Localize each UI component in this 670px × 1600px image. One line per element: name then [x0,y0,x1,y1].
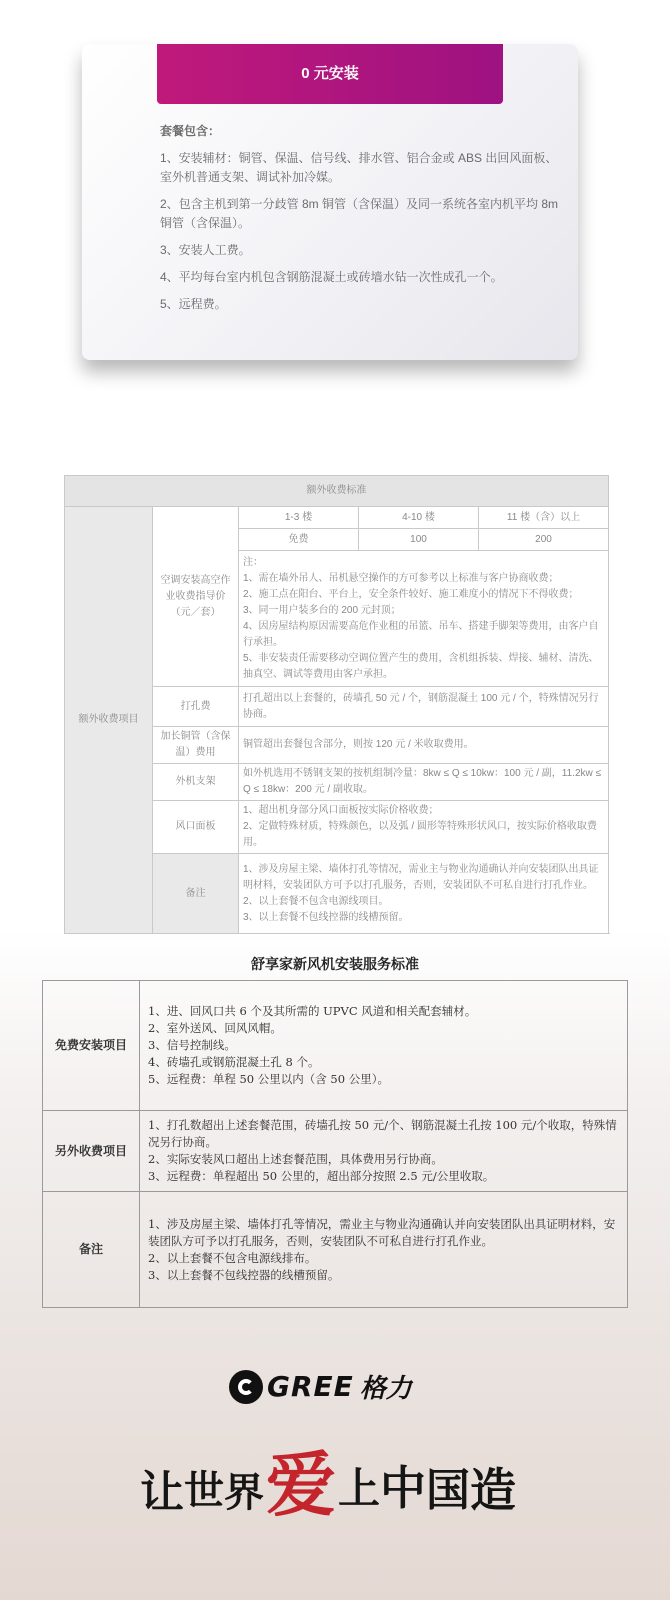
slogan-char: 界 [224,1469,264,1516]
package-item: 3、安装人工费。 [160,243,251,257]
floor-header: 4-10 楼 [359,507,479,529]
fresh-air-row-label: 免费安装项目 [43,981,140,1111]
package-card [82,44,578,360]
free-install-banner: 0 元安装 [157,44,503,104]
gree-emblem-icon [229,1370,263,1404]
package-item: 1、安装辅材：铜管、保温、信号线、排水管、铝合金或 ABS 出回风面板、室外机普通支架、调试补加冷媒。 [160,151,558,184]
package-heading: 套餐包含： [160,124,221,138]
floor-header: 1-3 楼 [239,507,359,529]
package-item: 2、包含主机到第一分歧管 8m 铜管（含保温）及同一系统各室内机平均 8m 铜管（含保温）。 [160,197,559,230]
fee-row-text: 如外机选用不锈钢支架的按机组制冷量：8kw ≤ Q ≤ 10kw：100 元 / 副，11.2kw ≤ Q ≤ 18kw：200 元 / 副收取。 [239,764,609,801]
gree-logo [229,1368,412,1405]
fresh-air-title: 舒享家新风机安装服务标准 [251,957,419,973]
fresh-air-table [42,980,628,1308]
package-item: 4、平均每台室内机包含钢筋混凝土或砖墙水钻一次性成孔一个。 [160,270,503,284]
fee-row-label: 风口面板 [153,801,239,854]
fee-row-label: 打孔费 [153,687,239,727]
fee-row-label: 加长铜管（含保温）费用 [153,727,239,764]
fee-row-text: 1、超出机身部分风口面板按实际价格收费； 2、定做特殊材质，特殊颜色，以及弧 / 圆形等特殊形状风口，按实际价格收取费用。 [239,801,609,854]
fresh-air-row-text: 1、打孔数超出上述套餐范围，砖墙孔按 50 元/个、钢筋混凝土孔按 100 元/个收取，特殊情况另行协商。 2、实际安装风口超出上述套餐范围，具体费用另行协商。 3、远程费：单程超出 50 公里的，超出部分按照 2.5 元/公里收取。 [140,1111,628,1192]
fee-table-title: 额外收费标准 [65,476,609,507]
fresh-air-row-text: 1、进、回风口共 6 个及其所需的 UPVC 风道和相关配套辅材。 2、室外送风、回风风帽。 3、信号控制线。 4、砖墙孔或钢筋混凝土孔 8 个。 5、远程费：单程 50 公里以内（含 50 公里）。 [140,981,628,1111]
fresh-air-row-label: 另外收费项目 [43,1111,140,1192]
slogan-char: 上 [338,1464,381,1513]
floor-price: 100 [359,529,479,551]
floor-price: 免费 [239,529,359,551]
fresh-air-row-label: 备注 [43,1192,140,1308]
slogan-char: 国 [426,1465,471,1516]
remark-label: 备注 [153,854,239,934]
logo-cn: 格力 [359,1374,412,1404]
slogan-char: 世 [184,1467,224,1514]
package-contents [160,122,560,322]
slogan [140,1420,540,1530]
aerial-label: 空调安装高空作业收费指导价（元／套） [153,507,239,687]
floor-header: 11 楼（含）以上 [479,507,609,529]
floor-price: 200 [479,529,609,551]
slogan-char: 中 [380,1461,427,1515]
slogan-char-accent: 爱 [266,1443,336,1526]
slogan-char: 造 [470,1463,517,1517]
fresh-air-row-text: 1、涉及房屋主梁、墙体打孔等情况，需业主与物业沟通确认并向安装团队出具证明材料，安装团队方可予以打孔服务，否则，安装团队不可私自进行打孔作业。 2、以上套餐不包含电源线排布。 3、以上套餐不包线控器的线槽预留。 [140,1192,628,1308]
logo-text: GREE [267,1370,354,1403]
aerial-notes: 注： 1、需在墙外吊人、吊机悬空操作的方可参考以上标准与客户协商收费； 2、施工点在阳台、平台上，安全条件较好、施工难度小的情况下不得收费； 3、同一用户装多台的 200 元封顶； 4、因房屋结构原因需要高危作业租的吊篮、吊车、搭建手脚架等费用，由客户自行承担。 5、非安装责任需要移动空调位置产生的费用，含机组拆装、焊接、辅材、清洗、抽真空、调试等费用由客户承担。 [239,551,609,687]
fee-group-label: 额外收费项目 [65,507,153,934]
fee-row-text: 铜管超出套餐包含部分，则按 120 元 / 米收取费用。 [239,727,609,764]
fee-row-label: 外机支架 [153,764,239,801]
remark-text: 1、涉及房屋主梁、墙体打孔等情况，需业主与物业沟通确认并向安装团队出具证明材料，安装团队方可予以打孔服务，否则，安装团队不可私自进行打孔作业。 2、以上套餐不包含电源线项目。 3、以上套餐不包线控器的线槽预留。 [239,854,609,934]
fee-row-text: 打孔超出以上套餐的，砖墙孔 50 元 / 个，钢筋混凝土 100 元 / 个，特殊情况另行协商。 [239,687,609,727]
extra-fee-table [64,475,609,934]
slogan-char: 让 [140,1467,184,1518]
package-item: 5、远程费。 [160,297,227,311]
